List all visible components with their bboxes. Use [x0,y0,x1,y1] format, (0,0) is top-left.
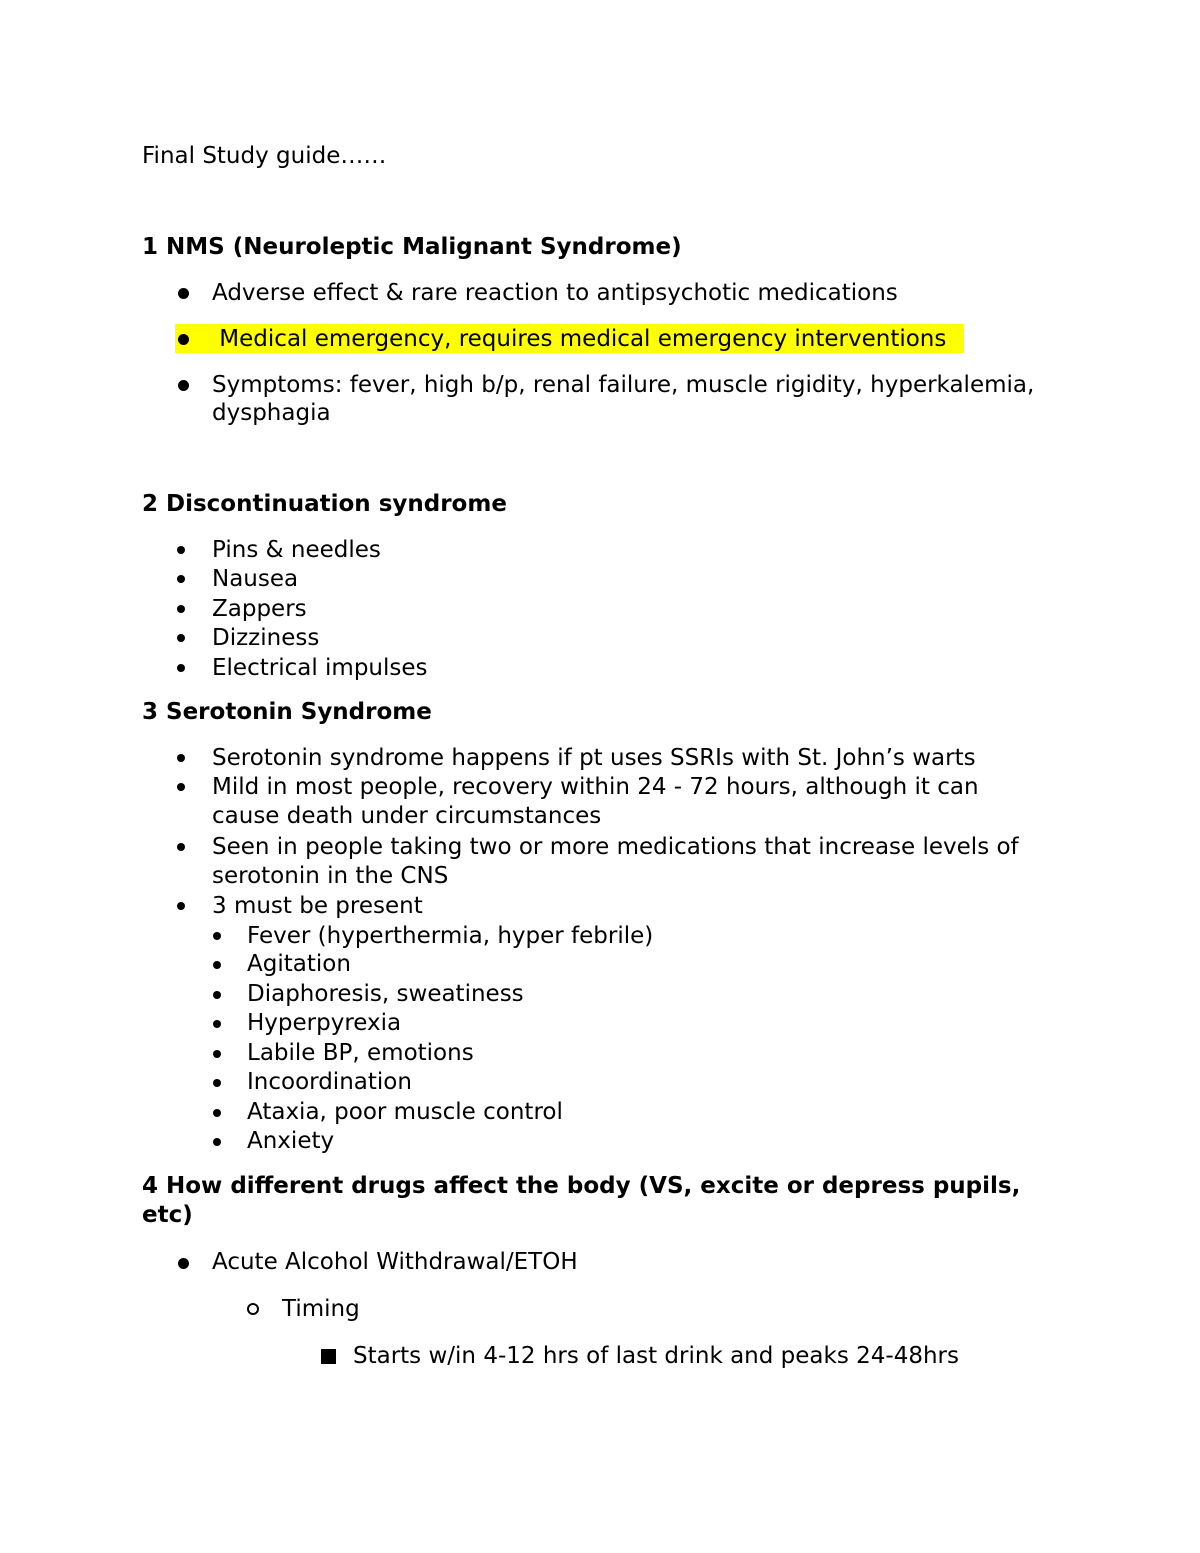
sub-list-item: Agitation [247,951,351,977]
bullet-icon [177,843,185,851]
list-item: Seen in people taking two or more medications that increase levels of [212,834,1019,860]
sub-list-item: Ataxia, poor muscle control [247,1099,563,1125]
bullet-icon [177,664,185,672]
bullet-icon [178,1258,189,1269]
bullet-icon [213,1050,221,1058]
bullet-icon [178,288,189,299]
list-item: Mild in most people, recovery within 24 - 72 hours, although it can [212,774,979,800]
sub-list-item: Hyperpyrexia [247,1010,402,1036]
list-item-continuation: serotonin in the CNS [212,863,449,889]
square-bullet-icon [321,1349,336,1364]
list-item: Nausea [212,566,299,592]
section-heading: 4 How different drugs affect the body (VS, excite or depress pupils, [142,1173,1021,1199]
bullet-icon [213,991,221,999]
sub-list-item: Timing [282,1296,360,1322]
bullet-icon [177,634,185,642]
list-item: 3 must be present [212,893,423,919]
sub-list-item: Fever (hyperthermia, hyper febrile) [247,923,654,949]
bullet-icon [213,932,221,940]
list-item-continuation: cause death under circumstances [212,803,602,829]
list-item: Adverse effect & rare reaction to antipsychotic medications [212,280,898,306]
bullet-icon [213,961,221,969]
section-heading: 1 NMS (Neuroleptic Malignant Syndrome) [142,234,682,260]
bullet-icon [213,1109,221,1117]
sub-list-item: Diaphoresis, sweatiness [247,981,524,1007]
bullet-icon [178,380,189,391]
open-circle-bullet-icon [247,1303,259,1315]
document-title: Final Study guide…… [142,143,387,169]
sub-list-item: Labile BP, emotions [247,1040,474,1066]
bullet-icon [177,546,185,554]
list-item: Medical emergency, requires medical emergency interventions [212,326,947,352]
list-item: Dizziness [212,625,320,651]
bullet-icon [177,575,185,583]
bullet-icon [213,1079,221,1087]
bullet-icon [213,1138,221,1146]
list-item: Serotonin syndrome happens if pt uses SSRIs with St. John’s warts [212,745,976,771]
section-heading: 3 Serotonin Syndrome [142,699,432,725]
list-item: Pins & needles [212,537,381,563]
section-heading: 2 Discontinuation syndrome [142,491,507,517]
list-item-continuation: dysphagia [212,400,331,426]
bullet-icon [178,334,189,345]
list-item: Electrical impulses [212,655,428,681]
list-item: Zappers [212,596,307,622]
list-item: Symptoms: fever, high b/p, renal failure, muscle rigidity, hyperkalemia, [212,372,1035,398]
bullet-icon [213,1020,221,1028]
sub-list-item: Incoordination [247,1069,412,1095]
bullet-icon [177,754,185,762]
bullet-icon [177,783,185,791]
sub-sub-list-item: Starts w/in 4-12 hrs of last drink and peaks 24-48hrs [353,1343,959,1369]
bullet-icon [177,605,185,613]
list-item: Acute Alcohol Withdrawal/ETOH [212,1249,578,1275]
sub-list-item: Anxiety [247,1128,335,1154]
section-heading-continuation: etc) [142,1202,193,1228]
bullet-icon [177,902,185,910]
